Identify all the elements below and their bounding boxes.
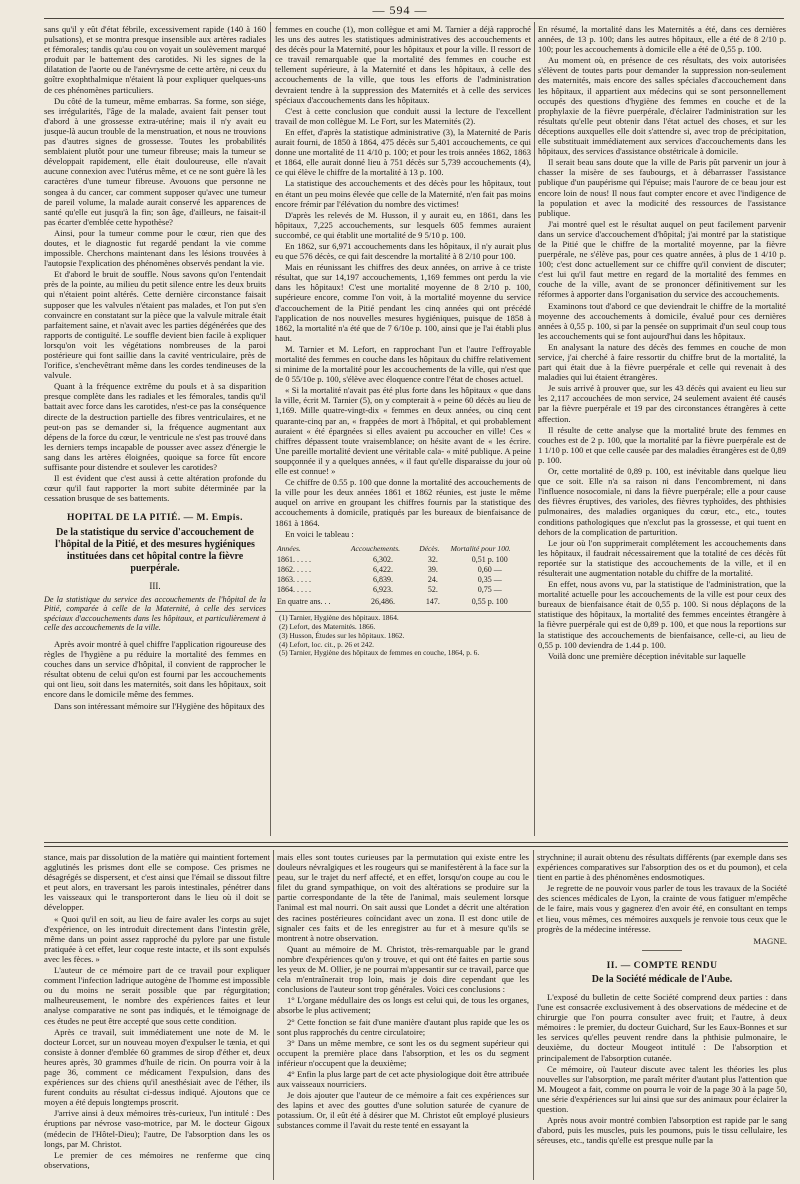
- paragraph: D'après les relevés de M. Husson, il y aurait eu, en 1861, dans les hôpitaux, 7,225 accouchements, sur lesquels 605 femmes auraient succombé, ce qui établit une mortalité de 9 5/10 p. 100.: [275, 209, 531, 240]
- section-heading: II. — COMPTE RENDU: [606, 960, 718, 971]
- paragraph: Je dois ajouter que l'auteur de ce mémoire a fait ces expériences sur des lapins et avec des gouttes d'une solution saturée de cyanure de potassium. Or, il eût été à désirer que M. Christot eût employé plusieurs substances comme il l'avait du reste tenté en essayant la: [277, 1090, 529, 1131]
- paragraph: strychnine; il aurait obtenu des résultats différents (par exemple dans ses expériences comparatives sur l'absorption des os et du poumon), et cela tient en partie à des phénomènes endosmotiques.: [537, 852, 787, 883]
- article-abstract: De la statistique du service des accouchements de l'hôpital de la Pitié, comparée à celle de la Maternité, à celle des services spéciaux d'accouchements dans les hôpitaux, et particulièrement à celle des accouchements de la ville.: [44, 594, 266, 633]
- paragraph: Au moment où, en présence de ces résultats, des voix autorisées s'élèvent de toutes parts pour demander la suppression non-seulement des maternités, mais encore des salles spéciales d'accouchement dans les hôpitaux, il appartient aux médecins qui se sont personnellement occupés des questions d'hygiène des femmes en couche et de la prophylaxie de la fièvre puerpérale, d'éclairer l'administration sur les résultats qu'elle peut obtenir dans l'état actuel des choses, et sur les déceptions auxquelles elle doit s'attendre si, avec trop de précipitation, elle substituait immédiatement aux services d'accouchements dans les hôpitaux, des services d'assistance obstétricale à domicile.: [538, 55, 786, 157]
- table-cell: 0,35 —: [477, 574, 502, 584]
- paragraph: M. Tarnier et M. Lefort, en rapprochant l'un et l'autre l'effroyable mortalité des femmes en couche dans les hôpitaux du chiffre relativement si minime de la mortalité pour les accouchements de la ville, qui n'est que de 0 55/10e p. 100, s'élève avec éloquence contre l'état de choses actuel.: [275, 343, 531, 385]
- column-header: Années.: [277, 543, 301, 553]
- list-item: 4° Enfin la plus large part de cet acte physiologique doit être attribuée aux vaisseaux nourriciers.: [277, 1068, 529, 1090]
- paragraph: Il serait beau sans doute que la ville de Paris pût parvenir un jour à chasser la misère de ses faubourgs, et à débarrasser l'assistance publique d'un paupérisme qui l'épuise; mais l'aurore de ce beau jour est encore loin de nous! Il nous faut compter encore et avec l'indigence de la population et avec la modicité des ressources de l'assistance publique.: [538, 157, 786, 218]
- feuilleton-column-2: [277, 852, 529, 1178]
- paragraph: Ainsi, pour la tumeur comme pour le cœur, rien que des doutes, et le diagnostic fut regardé pendant la vie comme impossible. Cherchons maintenant dans les lésions trouvées à l'autopsie l'explication des phénomènes observés pendant la vie.: [44, 227, 266, 269]
- column-2: [275, 24, 531, 834]
- feuilleton-column-3: [537, 852, 787, 1178]
- table-cell: 39.: [427, 564, 438, 574]
- column-1: [44, 24, 266, 834]
- column-header: Accouchements.: [350, 543, 401, 553]
- table-row: [275, 575, 531, 585]
- paragraph: En analysant la nature des décès des femmes en couche de mon service, j'ai cherché à faire ressortir du chiffre brut de la mortalité, la part qui était due à la fièvre puerpérale et celle qui revenait à des maladies qui lui étaient étrangères.: [538, 341, 786, 383]
- paragraph: Je regrette de ne pouvoir vous parler de tous les travaux de la Société des sciences médicales de Lyon, la crainte de vous fatiguer m'empêche de le faire, mais vous y gagnerez d'en avoir été, en consultant en temps et lieu, vous mêmes, ces mémoires auxquels je renvoie tous ceux que le progrès de la médecine intéresse.: [537, 883, 787, 934]
- paragraph: La statistique des accouchements et des décès pour les hôpitaux, tout en étant un peu moins élevée que celle de la Maternité, n'en fait pas moins encore frémir par l'élévation du nombre des victimes!: [275, 178, 531, 209]
- paragraph: C'est à cette conclusion que conduit aussi la lecture de l'excellent travail de mon collègue M. Le Fort, sur les Maternités (2).: [275, 105, 531, 126]
- table-cell: 1861. . . . .: [277, 554, 311, 564]
- table-row: [275, 565, 531, 575]
- paragraph: Or, cette mortalité de 0,89 p. 100, est inévitable dans quelque lieu que ce soit. Elle n'a sa raison ni dans l'encombrement, ni dans l'influence nosocomiale, ni dans la fièvre puerpérale; elle a pour cause des fièvres éruptives, des varioles, des fièvres typhoïdes, des phthisies pulmonaires, des maladies organiques du cœur, etc., etc., toutes conditions pathologiques que n'exclut pas la grossesse, et qui tuent en dehors de la complication de parturition.: [538, 466, 786, 537]
- column-header: Décès.: [419, 543, 440, 553]
- paragraph: J'arrive ainsi à deux mémoires très-curieux, l'un intitulé : Des éruptions par névrose vaso-motrice, par M. le docteur Gigoux (médecin de l'Hôtel-Dieu); l'autre, De l'absorption dans les os longs, par M. Christot.: [44, 1108, 270, 1149]
- paragraph: mais elles sont toutes curieuses par la permutation qui existe entre les douleurs névralgiques et les rougeurs qui se manifestèrent à la face sur la peau, sur le trajet du nerf affecté, et en effet, lorsqu'on coupe au cou le filet du grand sympathique, on voit des altérations se produire sur la partie correspondante de la tête de l'animal, mais seulement lorsque l'animal est mal nourri. On sait aussi que Londet a décrit une altération des racines postérieures coïncidant avec un zona. Il est donc utile de signaler ces faits et de les enregistrer au fur et à mesure qu'ils se montrent à notre observation.: [277, 852, 529, 943]
- footnote: (4) Lefort, loc. cit., p. 26 et 242.: [279, 639, 375, 649]
- section-heading: HOPITAL DE LA PITIÉ. — M. Empis.: [66, 513, 244, 524]
- article-title: De la Société médicale de l'Aube.: [591, 973, 733, 985]
- footnotes: [275, 611, 531, 658]
- paragraph: Il résulte de cette analyse que la mortalité brute des femmes en couches est de 2 p. 100, que la mortalité par la fièvre puerpérale est de 1 1/10 p. 100 et que celle causée par des maladies étrangères est de 0,89 p. 100.: [538, 424, 786, 465]
- paragraph: Dans son intéressant mémoire sur l'Hygiène des hôpitaux des: [54, 700, 265, 711]
- article-title: De la statistique du service d'accouchement de l'hôpital de la Pitié, et des mesures hygiéniques instituées dans cet hôpital contre la fièvre puerpérale.: [55, 526, 255, 574]
- header-rule: [44, 18, 784, 19]
- mortality-table: [275, 543, 531, 608]
- table-cell: 1864. . . . .: [277, 585, 311, 595]
- paragraph: Quant à la fréquence extrême du pouls et à sa disparition presque complète dans les radiales et les fémorales, tandis qu'il battait avec force dans les carotides, n'est-ce pas la conséquence directe de la destruction partielle des fibres ventriculaires, et ne peut-on pas se demander si, la fréquence augmentant aux dépens de la force du cœur, le ventricule ne s'est pas trouvé dans les derniers temps incapable de pousser avec assez d'énergie le sang dans les artères éloignées, quoique sa force fût encore suffisante pour distendre et soulever les carotides?: [44, 381, 266, 473]
- paragraph: Je suis arrivé à prouver que, sur les 43 décès qui avaient eu lieu sur les 2,117 accouchées de mon service, 24 seulement avaient été causés par la fièvre puerpérale et 19 par des circonstances étrangères à cette affection.: [538, 383, 786, 424]
- table-cell: 52.: [427, 585, 438, 595]
- paragraph: En effet, nous avons vu, par la statistique de l'administration, que la mortalité actuelle pour les accouchements de la ville est pour ceux des bureaux de bienfaisance était de 0,55 p. 100. Si nous déplaçons de la statistique des hôpitaux, la mortalité des femmes enceintes étrangère à la fièvre puerpérale qui est de 0,89 p. 100, et que nous la reportions sur la statistique des accouchements de bienfaisance, celle-ci, au lieu de 0,55 p. 100 deviendra de 1.44 p. 100.: [538, 579, 786, 650]
- list-item: 3° Dans un même membre, ce sont les os du segment supérieur qui occupent la première place dans l'absorption, et les os du segment inférieur n'occupent que la deuxième;: [277, 1037, 529, 1068]
- paragraph: Voilà donc une première déception inévitable sur laquelle: [548, 650, 746, 661]
- footnote: (1) Tarnier, Hygiène des hôpitaux. 1864.: [279, 613, 399, 623]
- column-3: [538, 24, 786, 834]
- table-cell: 0,60 —: [477, 564, 502, 574]
- page-number: — 594 —: [372, 3, 428, 17]
- table-cell: 6,923.: [373, 585, 394, 595]
- table-row: [275, 555, 531, 565]
- table-row: [275, 585, 531, 595]
- paragraph: Ce chiffre de 0.55 p. 100 que donne la mortalité des accouchements de la ville pour les deux années 1861 et 1862 réunies, est juste le même auquel on arrive en groupant les chiffres fournis par la statistique des accouchements à domicile, pratiqués par les bureaux de bienfaisance de 1861 à 1864.: [275, 477, 531, 528]
- paragraph: Après ce travail, suit immédiatement une note de M. le docteur Lorcet, sur un nouveau moyen d'expulser le tænia, et qui consiste à donner d'emblée 60 grammes de sirop d'éther et, deux heures après, 30 grammes d'huile de ricin. On pourra voir à la page 36, comment ce médicament l'expulsion, dans des expériences sur des chiens qu'il anesthésiait avec de l'éther, ils furent conduits au résultat ci-dessus indiqué. Ajoutons que ce moyen a été depuis longtemps proscrit.: [44, 1026, 270, 1108]
- table-total-row: [275, 595, 531, 607]
- table-cell: 24.: [427, 574, 438, 584]
- table-cell: 6,422.: [373, 564, 394, 574]
- table-cell: 0,51 p. 100: [471, 554, 508, 564]
- table-cell: 0,55 p. 100: [471, 597, 508, 607]
- footnote: (3) Husson, Études sur les hôpitaux. 1862.: [279, 630, 405, 640]
- paragraph: Le premier de ces mémoires ne renferme que cinq observations,: [44, 1149, 270, 1170]
- footnote: (2) Lefort, des Maternités. 1866.: [279, 622, 376, 632]
- table-cell: 147.: [425, 597, 440, 607]
- paragraph: sans qu'il y eût d'état fébrile, excessivement rapide (140 à 160 pulsations), et se montra presque insensible aux artères radiales et fémorales; tandis qu'au cou on voyait un soulèvement marqué produit par le battement des carotides. Ni les signes de la dilatation de l'aorte ou de l'anévrysme de cette artère, ni ceux du goître exophthalmique n'étaient là pour expliquer quelques-uns de ces phénomènes particuliers.: [44, 24, 266, 95]
- paragraph: femmes en couche (1), mon collègue et ami M. Tarnier a déjà rapproché les uns des autres les statistiques administratives des accouchements et des décès pour la Maternité, pour les hôpitaux et pour la ville. Il ressort de ce travail remarquable que la mortalité des femmes en couche est tellement supérieure, à la Maternité et dans les hôpitaux, à celle des accouchements de la ville, que tous les efforts de l'administration devraient tendre à la suppression des Maternités et à celle des services spéciaux d'accouchements dans les hôpitaux.: [275, 24, 531, 105]
- paragraph: En voici le tableau :: [285, 528, 354, 539]
- paragraph: En 1862, sur 6,971 accouchements dans les hôpitaux, il n'y aurait plus eu que 576 décès, ce qui fait descendre la mortalité à 8 2/10 pour 100.: [275, 240, 531, 262]
- table-cell: 1862. . . . .: [277, 564, 311, 574]
- column-divider-2: [534, 22, 535, 836]
- paragraph: Quant au mémoire de M. Christot, très-remarquable par le grand nombre d'expériences qu'on y trouve, et qui ont été faites en partie sous les yeux de M. Ollier, je ne pourrai m'appesantir sur ce travail, parce que cela m'entraînerait trop loin, mais je dois dire cependant que les conclusions de l'auteur sont trop générales. Voici ces conclusions :: [277, 943, 529, 995]
- separator-rule: [642, 950, 682, 951]
- feuilleton-column-1: [44, 852, 270, 1178]
- author-signature: MAGNE.: [753, 935, 787, 946]
- bottom-divider-2: [533, 850, 534, 1180]
- paragraph: En effet, d'après la statistique administrative (3), la Maternité de Paris aurait fourni, de 1850 à 1864, 475 décès sur 5,401 accouchements, ce qui donne une mortalité de 11 4/10 p. 100; et pour les trois années 1862, 1863 et 1864, elle aurait donné lieu à 751 décès sur 5,739 accouchements (4), ce qui élève le chiffre de la mortalité à 13 p. 100.: [275, 126, 531, 178]
- paragraph: stance, mais par dissolution de la matière qui maintient fortement agglutinés les prismes dont elle se compose. Ces prismes ne désagrégés se dispersent, et c'est ainsi que l'émail se dissout filtre et peut alors, en traversant les parois intestinales, pénétrer dans les vaisseaux qui le transporteront dans le lieu où il doit se développer.: [44, 852, 270, 913]
- paragraph: Et d'abord le bruit de souffle. Nous savons qu'on l'entendait près de la pointe, au milieu du petit silence entre les deux bruits qui n'étaient point altérés. Cette dernière circonstance faisait supposer que les valvules n'étaient pas malades, et l'on put s'en convaincre en constatant sur la pièce que la valvule mitrale était parfaitement saine, et n'avait avec les parties dégénérées que des rapports de contiguïté. Le souffle devient bien facile à expliquer lorsqu'on voit les végétations nombreuses de la paroi postérieure qui font saillie dans la cavité ventriculaire, près de l'orifice, s'enchevêtrant même dans les cordes tendineuses de la valvule.: [44, 269, 266, 381]
- paragraph: Le jour où l'on supprimerait complétement les accouchements dans les hôpitaux, il faudrait nécessairement que la totalité de ces décès fût reportée sur la statistique des accouchements de la ville, et il en résulterait une augmentation notable du chiffre de la mortalité.: [538, 537, 786, 578]
- table-cell: 1863. . . . .: [277, 574, 311, 584]
- table-header-row: [275, 543, 531, 555]
- paragraph: Après avoir montré à quel chiffre l'application rigoureuse des règles de l'hygiène a pu réduire la mortalité des femmes en couches dans un service d'hôpital, il convient de rapprocher le résultat obtenu de celui qu'on est fourni par les accouchements qui ont lieu, soit dans les maternités, soit dans les hôpitaux, soit encore dans le domicile même des femmes.: [44, 638, 266, 700]
- feuilleton-rule-top: [44, 842, 788, 843]
- table-cell: 32.: [427, 554, 438, 564]
- column-header: Mortalité pour 100.: [450, 543, 511, 553]
- paragraph: Ce mémoire, où l'auteur discute avec talent les théories les plus nouvelles sur l'absorption, me paraît mériter d'autant plus l'attention que M. Mougeot a fait, comme on pourra le voir de la page 30 à la page 50, une série d'expériences sur lui ainsi que sur des animaux pour éclairer la question.: [537, 1063, 787, 1114]
- paragraph: Du côté de la tumeur, même embarras. Sa forme, son siége, ses irrégularités, l'âge de la malade, avaient fait penser tout d'abord à une grossesse extra-utérine; mais il n'y avait eu jusque-là aucun trouble de la menstruation, et nous ne trouvions pas d'autres signes de grossesse. Toutes les probabilités semblaient plutôt pour une tumeur fibreuse; mais la tumeur se développait rapidement, elle était douloureuse, elle n'avait aucune connexion avec l'utérus même, et ce ne sont guère là les caractères d'une tumeur fibreuse. Avouons que personne ne songea à du cancer, car comment supposer qu'avec une tumeur de pareil volume, la malade aurait conservé les apparences de santé qu'elle eut jusqu'à la fin; son âge, d'ailleurs, ne faisait-il pas écarter d'emblée cette hypothèse?: [44, 95, 266, 227]
- feuilleton-rule-bottom: [44, 846, 788, 847]
- paragraph: Examinons tout d'abord ce que deviendrait le chiffre de la mortalité moyenne des accouchements à domicile, évalué pour ces dernières années à 0,55 p. 100, si par la pensée on supprimait d'un seul coup tous les accouchements qui se font aujourd'hui dans les hôpitaux.: [538, 300, 786, 341]
- bottom-divider-1: [273, 850, 274, 1180]
- table-cell: 26,486.: [371, 597, 396, 607]
- paragraph: J'ai montré quel est le résultat auquel on peut facilement parvenir dans un service d'accouchement d'hôpital; j'ai montré par la statistique de la Pitié que le chiffre de la mortalité moyenne, par la fièvre puerpérale, ne s'élève pas, pour ces quatre années, à plus de 1 4/10 p. 100; c'est donc actuellement sur ce chiffre qu'il convient de discuter; c'est lui qu'il faut mettre en regard de la mortalité des femmes en couche de la ville, avant de se prononcer définitivement sur les réformes à apporter dans l'organisation du service des accouchements.: [538, 218, 786, 300]
- list-item: 1° L'organe médullaire des os longs est celui qui, de tous les organes, absorbe le plus activement;: [277, 995, 529, 1016]
- paragraph: Après nous avoir montré combien l'absorption est rapide par le sang d'abord, puis les muscles, puis les poumons, puis le tissu cellulaire, les séreuses, etc., tandis qu'elle est presque nulle par la: [537, 1115, 787, 1146]
- paragraph: L'exposé du bulletin de cette Société comprend deux parties : dans l'une est consacrée exclusivement à des observations de médecine et de chirurgie que l'on pourra consulter avec fruit; et l'autre, à deux mémoires : le premier, du docteur Guichard, Sur les Eaux-Bonnes et sur les services qu'elles peuvent rendre dans la phthisie pulmonaire, le deuxième, du docteur Mougeot intitulé : De l'absorption et principalement de l'absorption cutanée.: [537, 991, 787, 1063]
- table-cell: 6,839.: [373, 574, 394, 584]
- table-cell: 6,302.: [373, 554, 394, 564]
- paragraph: En résumé, la mortalité dans les Maternités a été, dans ces dernières années, de 13 p. 100; dans les autres hôpitaux, elle a été de 8 2/10 p. 100; pour les accouchements à domicile elle a été de 0,55 p. 100.: [538, 24, 786, 55]
- table-cell: En quatre ans. . .: [277, 597, 331, 607]
- column-divider-1: [270, 22, 271, 836]
- list-item: 2° Cette fonction se fait d'une manière d'autant plus rapide que les os sont plus rapprochés du centre circulatoire;: [277, 1016, 529, 1037]
- paragraph: Mais en réunissant les chiffres des deux années, on arrive à ce triste résultat, que sur 14,197 accouchements, 1,169 femmes ont perdu la vie dans les hôpitaux! C'est une mortalité moyenne de 8 2/10 p. 100, supérieure encore, comme l'on voit, à la mortalité moyenne du service d'accouchement de la Pitié pendant les cinq années qui ont précédé l'application de nos nouvelles mesures hygiéniques, puisque de 1858 à 1862, la mortalité n'a été que de 7 6/10e p. 100, ainsi que je l'ai établi plus haut.: [275, 262, 531, 343]
- part-number: III.: [149, 580, 161, 591]
- quotation: « Si la mortalité n'avait pas été plus forte dans les hôpitaux « que dans la ville, écrit M. Tarnier (5), on y compterait à « peine 60 décès au lieu de 1,169. Mille quatre-vingt-dix « femmes en deux années, ou cinq cent quarante-cinq par an, « frappées de mort à l'hôpital, et qui probablement auraient « été épargnées si elles avaient pu accoucher en ville! Ces « chiffres dépassent toute vraisemblance; on hésite avant de « les écrire. Une pareille mortalité devient une véritable cala- « mité publique. A peine soupçonnée il y a quelques années, « il faut qu'elle disparaisse du jour où elle est connue! »: [275, 385, 531, 477]
- paragraph: « Quoi qu'il en soit, au lieu de faire avaler les corps au sujet d'expérience, on les introduit directement dans l'intestin grêle, même dans un point assez rapproché du pylore par une fistule pratiquée à cet effet, leur coque reste intacte, et ils sont expulsés avec les fèces. »: [44, 913, 270, 964]
- table-cell: 0,75 —: [477, 585, 502, 595]
- paragraph: Il est évident que c'est aussi à cette altération profonde du cœur qu'il faut rapporter la mort subite déterminée par la cessation brusque de ses battements.: [44, 473, 266, 504]
- paragraph: L'auteur de ce mémoire part de ce travail pour expliquer comment l'infection ladrique autogène de l'homme est impossible ou du moins ne serait possible que par régurgitation; malheureusement, le nombre des expériences faites et leur analyse comparative ne sont pas indiqués, et le témoignage de ces études ne peut être accepté que sous cette condition.: [44, 965, 270, 1026]
- footnote: (5) Tarnier, Hygiène des hôpitaux de femmes en couche, 1864, p. 6.: [279, 648, 480, 658]
